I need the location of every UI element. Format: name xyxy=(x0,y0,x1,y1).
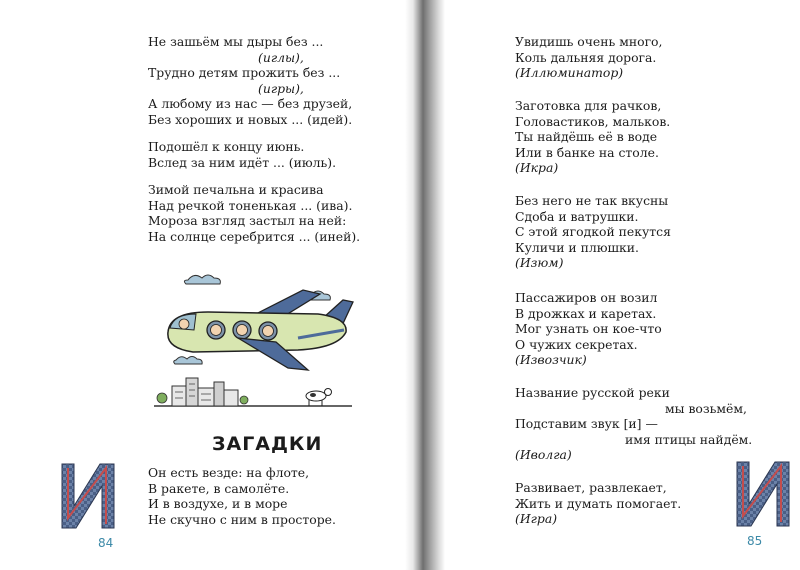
text-line: Трудно детям прожить без ... xyxy=(148,65,341,81)
riddle-4 xyxy=(515,290,662,368)
text-line: Зимой печальна и красива xyxy=(148,182,324,197)
text-line: Головастиков, мальков. xyxy=(515,113,671,129)
riddle-3 xyxy=(515,193,671,271)
text-line: Сдоба и ватрушки. xyxy=(515,208,639,224)
page-number-left: 84 xyxy=(98,536,114,550)
answer-text: (Игра) xyxy=(515,511,558,527)
riddle-2 xyxy=(515,98,670,176)
text-line: И в воздухе, и в море xyxy=(148,496,288,512)
riddle-stanza xyxy=(148,465,336,527)
text-line: Не зашьём мы дыры без ... xyxy=(148,34,324,49)
riddle-6 xyxy=(515,480,681,527)
text-line: имя птицы найдём. xyxy=(625,431,753,447)
answer-text: (Изюм) xyxy=(515,255,564,271)
text-line: В ракете, в самолёте. xyxy=(148,480,290,496)
poem-stanza-2 xyxy=(148,139,336,170)
text-line: Он есть везде: на флоте, xyxy=(148,465,310,480)
text-line: О чужих секретах. xyxy=(515,336,638,352)
text-line: В дрожках и каретах. xyxy=(515,305,657,321)
riddle-1 xyxy=(515,34,662,81)
text-line: мы возьмём, xyxy=(665,400,747,416)
answer-text: (Извозчик) xyxy=(515,352,587,368)
text-line: Развивает, развлекает, xyxy=(515,480,667,495)
text-line: Или в банке на столе. xyxy=(515,144,659,160)
answer-text: (Икра) xyxy=(515,160,559,176)
text-line: Мороза взгляд застыл на ней: xyxy=(148,213,347,229)
poem-stanza-3 xyxy=(148,182,360,244)
text-line: Вслед за ним идёт ... (июль). xyxy=(148,154,337,170)
text-line: Мог узнать он кое-что xyxy=(515,321,662,337)
text-line: Подошёл к концу июнь. xyxy=(148,139,305,154)
text-line: С этой ягодкой пекутся xyxy=(515,224,671,240)
text-line: А любому из нас — без друзей, xyxy=(148,96,353,112)
text-line: На солнце серебрится ... (иней). xyxy=(148,228,361,244)
airplane-illustration xyxy=(148,268,358,413)
letter-i-drop-cap xyxy=(735,460,791,528)
text-line: Не скучно с ним в просторе. xyxy=(148,511,336,527)
text-line: Заготовка для рачков, xyxy=(515,98,662,113)
text-line: Увидишь очень много, xyxy=(515,34,663,49)
right-page xyxy=(425,0,800,570)
text-line: Ты найдёшь её в воде xyxy=(515,129,658,145)
section-heading: ЗАГАДКИ xyxy=(212,433,323,455)
text-line: Без него не так вкусны xyxy=(515,193,669,208)
text-line: (иглы), xyxy=(258,49,304,65)
text-line: Название русской реки xyxy=(515,385,670,400)
text-line: Куличи и плюшки. xyxy=(515,239,639,255)
riddle-5 xyxy=(515,385,752,463)
text-line: Пассажиров он возил xyxy=(515,290,658,305)
text-line: Подставим звук [и] — xyxy=(515,416,658,432)
poem-stanza-1 xyxy=(148,34,352,128)
answer-text: (Иллюминатор) xyxy=(515,65,624,81)
text-line: Жить и думать помогает. xyxy=(515,495,682,511)
text-line: Над речкой тоненькая ... (ива). xyxy=(148,197,353,213)
answer-text: (Иволга) xyxy=(515,447,572,463)
page-number-right: 85 xyxy=(747,534,763,548)
text-line: Без хороших и новых ... (идей). xyxy=(148,111,353,127)
letter-i-drop-cap xyxy=(60,462,116,530)
text-line: (игры), xyxy=(258,80,304,96)
text-line: Коль дальняя дорога. xyxy=(515,49,657,65)
